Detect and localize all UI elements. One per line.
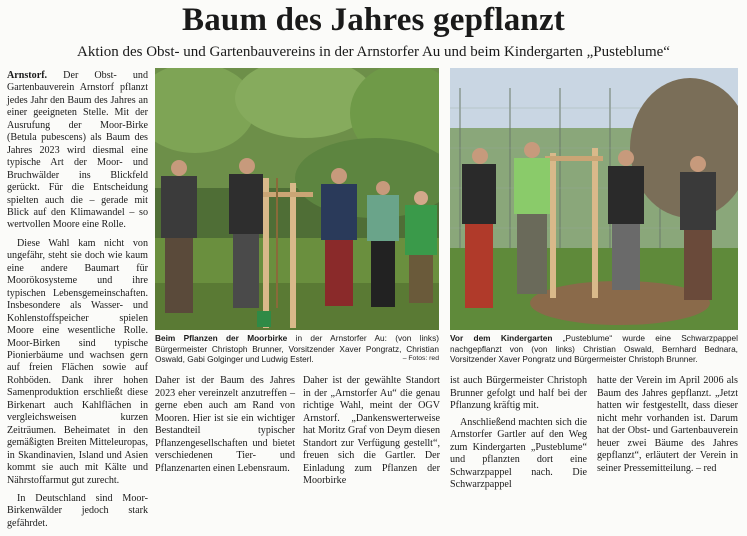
photo-moorbirke: [155, 68, 439, 330]
col3-text: Daher ist der gewählte Standort in der „Arnstorfer Au“ die genau richtige Wahl, meint der OGV Arnstorf. „Dankenswerterweise hat Moritz Graf von Deym diesen Standort zur Verfügung gestellt“, freuen sich die Gartler. Der Einladung zum Pflanzen der Moorbirke: [303, 375, 440, 486]
col5-text: hatte der Verein im April 2006 als Baum des Jahres gepflanzt. „Jetzt hatten wir festgestellt, dass dieser nicht mehr vorhanden ist. Darum hat der Obst- und Gartenbauverein heuer zwei Bäume des Jahres gepflanzt“, erläutert der Verein in seiner Pressemitteilung. – red: [597, 375, 738, 474]
left-p3: In Deutschland sind Moor-Birkenwälder jedoch stark gefährdet.: [7, 492, 148, 529]
col4-p1: ist auch Bürgermeister Christoph Brunner gefolgt und half bei der Pflanzung kräftig mit.: [450, 375, 587, 411]
caption2-bold: Vor dem Kindergarten: [450, 333, 553, 343]
column-2: [155, 375, 295, 479]
caption1-text: in der Arnstorfer Au: (von links) Bürgermeister Christoph Brunner, Vorsitzender Xaver Pongratz, Christian Oswald, Gabi Golginger und Ludwig Esterl.: [155, 333, 439, 365]
column-5: [597, 375, 738, 479]
caption1-bold: Beim Pflanzen der Moorbirke: [155, 333, 288, 343]
col2-text: Daher ist der Baum des Jahres 2023 eher vereinzelt anzutreffen – gerne eben auch am Rand von Mooren. Hier ist sie ein wichtiger Bestandteil typischer Pflanzengesellschaften und bietet verschiedenen Tier- und Pflanzenarten einen Lebensraum.: [155, 375, 295, 474]
column-4: [450, 375, 587, 496]
caption-photo-kindergarten: [450, 333, 738, 365]
caption2-text: „Pusteblume“ wurde eine Schwarzpappel nachgepflanzt von (von links) Christian Oswald, Bernhard Bednara, Vorsitzender Xaver Pongratz und Bürgermeister Christoph Brunner.: [450, 333, 738, 365]
col4-p2: Anschließend machten sich die Arnstorfer Gartler auf den Weg zum Kindergarten „Pusteblume“ und pflanzten dort eine Schwarzpappel nach. Die Schwarzpappel: [450, 416, 587, 490]
headline: Baum des Jahres gepflanzt: [182, 2, 565, 38]
caption-photo-moorbirke: [155, 333, 439, 365]
subheadline: Aktion des Obst- und Gartenbauvereins in der Arnstorfer Au und beim Kindergarten „Pusteblume“: [77, 44, 670, 60]
left-p2: Diese Wahl kam nicht von ungefähr, steht sie doch wie kaum eine andere Baumart für Moorökosysteme und ihre typischen Lebensgemeinschaften. Insbesondere als Wasser- und Kohlenstoffspeicher spielen Moore eine wesentliche Rolle. Moor-Birken sind typische Pionierbäume und wachsen gern auf freien Flächen sowie auf Rohböden. Dank ihrer hohen Samenproduktion erschließt diese Birkenart auch Kahlflächen in vergleichsweisen kurzen Zeiträumen. Beheimatet in den gemäßigten Breiten Mitteleuropas, in Skandinavien, Island und Asien kommt sie auch mit Kälte und Nährstoffarmut gut zurecht.: [7, 237, 148, 486]
photo-kindergarten-illustration: [450, 68, 738, 330]
column-3: [303, 375, 440, 492]
left-column: [7, 70, 148, 536]
left-p1-text: Der Obst- und Gartenbauverein Arnstorf pflanzt jedes Jahr den Baum des Jahres an einer geeigneten Stelle. Mit der Ausrufung der Moor-Birke (Betula pubescens) als Baum des Jahres 2023 wird diesmal eine typische Art der Moor- und Bruchwälder ins Blickfeld gerückt. Für die Entscheidung spielten auch die – gerade mit Blick auf den Klimawandel – so wertvollen Moore eine Rolle.: [7, 70, 149, 231]
photo-credit: – Fotos: red: [402, 355, 439, 363]
photo-kindergarten: [450, 68, 738, 330]
left-p1: [7, 70, 148, 232]
photo-moorbirke-illustration: [155, 68, 439, 330]
dateline: Arnstorf.: [7, 70, 48, 81]
